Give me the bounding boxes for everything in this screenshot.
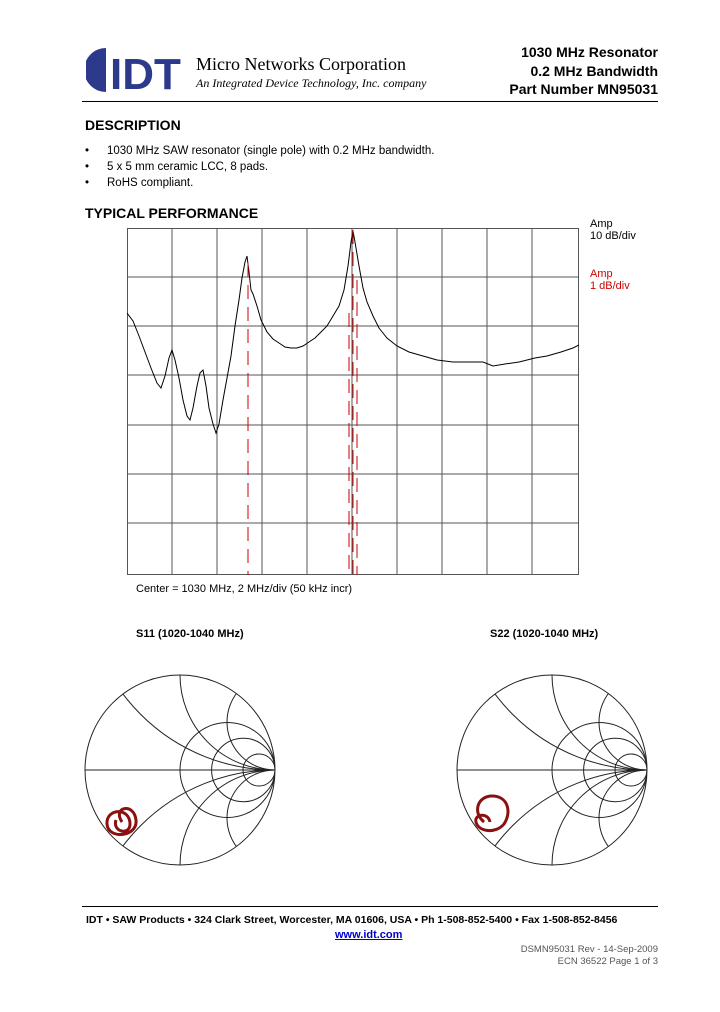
- logo-wordmark: IDT: [110, 50, 181, 96]
- company-name: Micro Networks Corporation: [196, 54, 406, 74]
- description-list: [85, 143, 434, 191]
- header-divider: [82, 101, 658, 102]
- list-item: • 5 x 5 mm ceramic LCC, 8 pads.: [85, 161, 269, 173]
- chart-caption: Center = 1030 MHz, 2 MHz/div (50 kHz incr): [136, 583, 353, 595]
- list-item: • RoHS compliant.: [85, 177, 194, 189]
- legend-1db: Amp 1 dB/div: [590, 268, 630, 292]
- legend-10db: Amp 10 dB/div: [590, 218, 636, 242]
- s22-title: S22 (1020-1040 MHz): [490, 628, 599, 640]
- page-number: ECN 36522 Page 1 of 3: [557, 956, 658, 967]
- website-link[interactable]: www.idt.com: [335, 929, 403, 941]
- s22-trace: [476, 796, 508, 831]
- s11-smith-chart: [82, 672, 278, 868]
- product-title: 1030 MHz Resonator: [521, 44, 658, 60]
- performance-chart: [127, 228, 579, 575]
- list-item: • 1030 MHz SAW resonator (single pole) with 0.2 MHz bandwidth.: [85, 145, 435, 157]
- doc-number: DSMN95031 Rev - 14-Sep-2009: [520, 944, 658, 955]
- description-title: DESCRIPTION: [85, 117, 181, 133]
- product-bandwidth: 0.2 MHz Bandwidth: [530, 63, 658, 79]
- footer-divider: [82, 906, 658, 907]
- s11-trace: [107, 808, 136, 834]
- performance-title: TYPICAL PERFORMANCE: [85, 205, 259, 221]
- footer-contact: IDT • SAW Products • 324 Clark Street, Worcester, MA 01606, USA • Ph 1-508-852-5400 • Fax 1-508-852-8456: [86, 914, 618, 926]
- company-subtitle: An Integrated Device Technology, Inc. company: [196, 76, 427, 90]
- s22-smith-chart: [454, 672, 650, 868]
- s11-title: S11 (1020-1040 MHz): [136, 628, 244, 640]
- part-number: Part Number MN95031: [509, 81, 658, 97]
- idt-logo: [86, 44, 196, 96]
